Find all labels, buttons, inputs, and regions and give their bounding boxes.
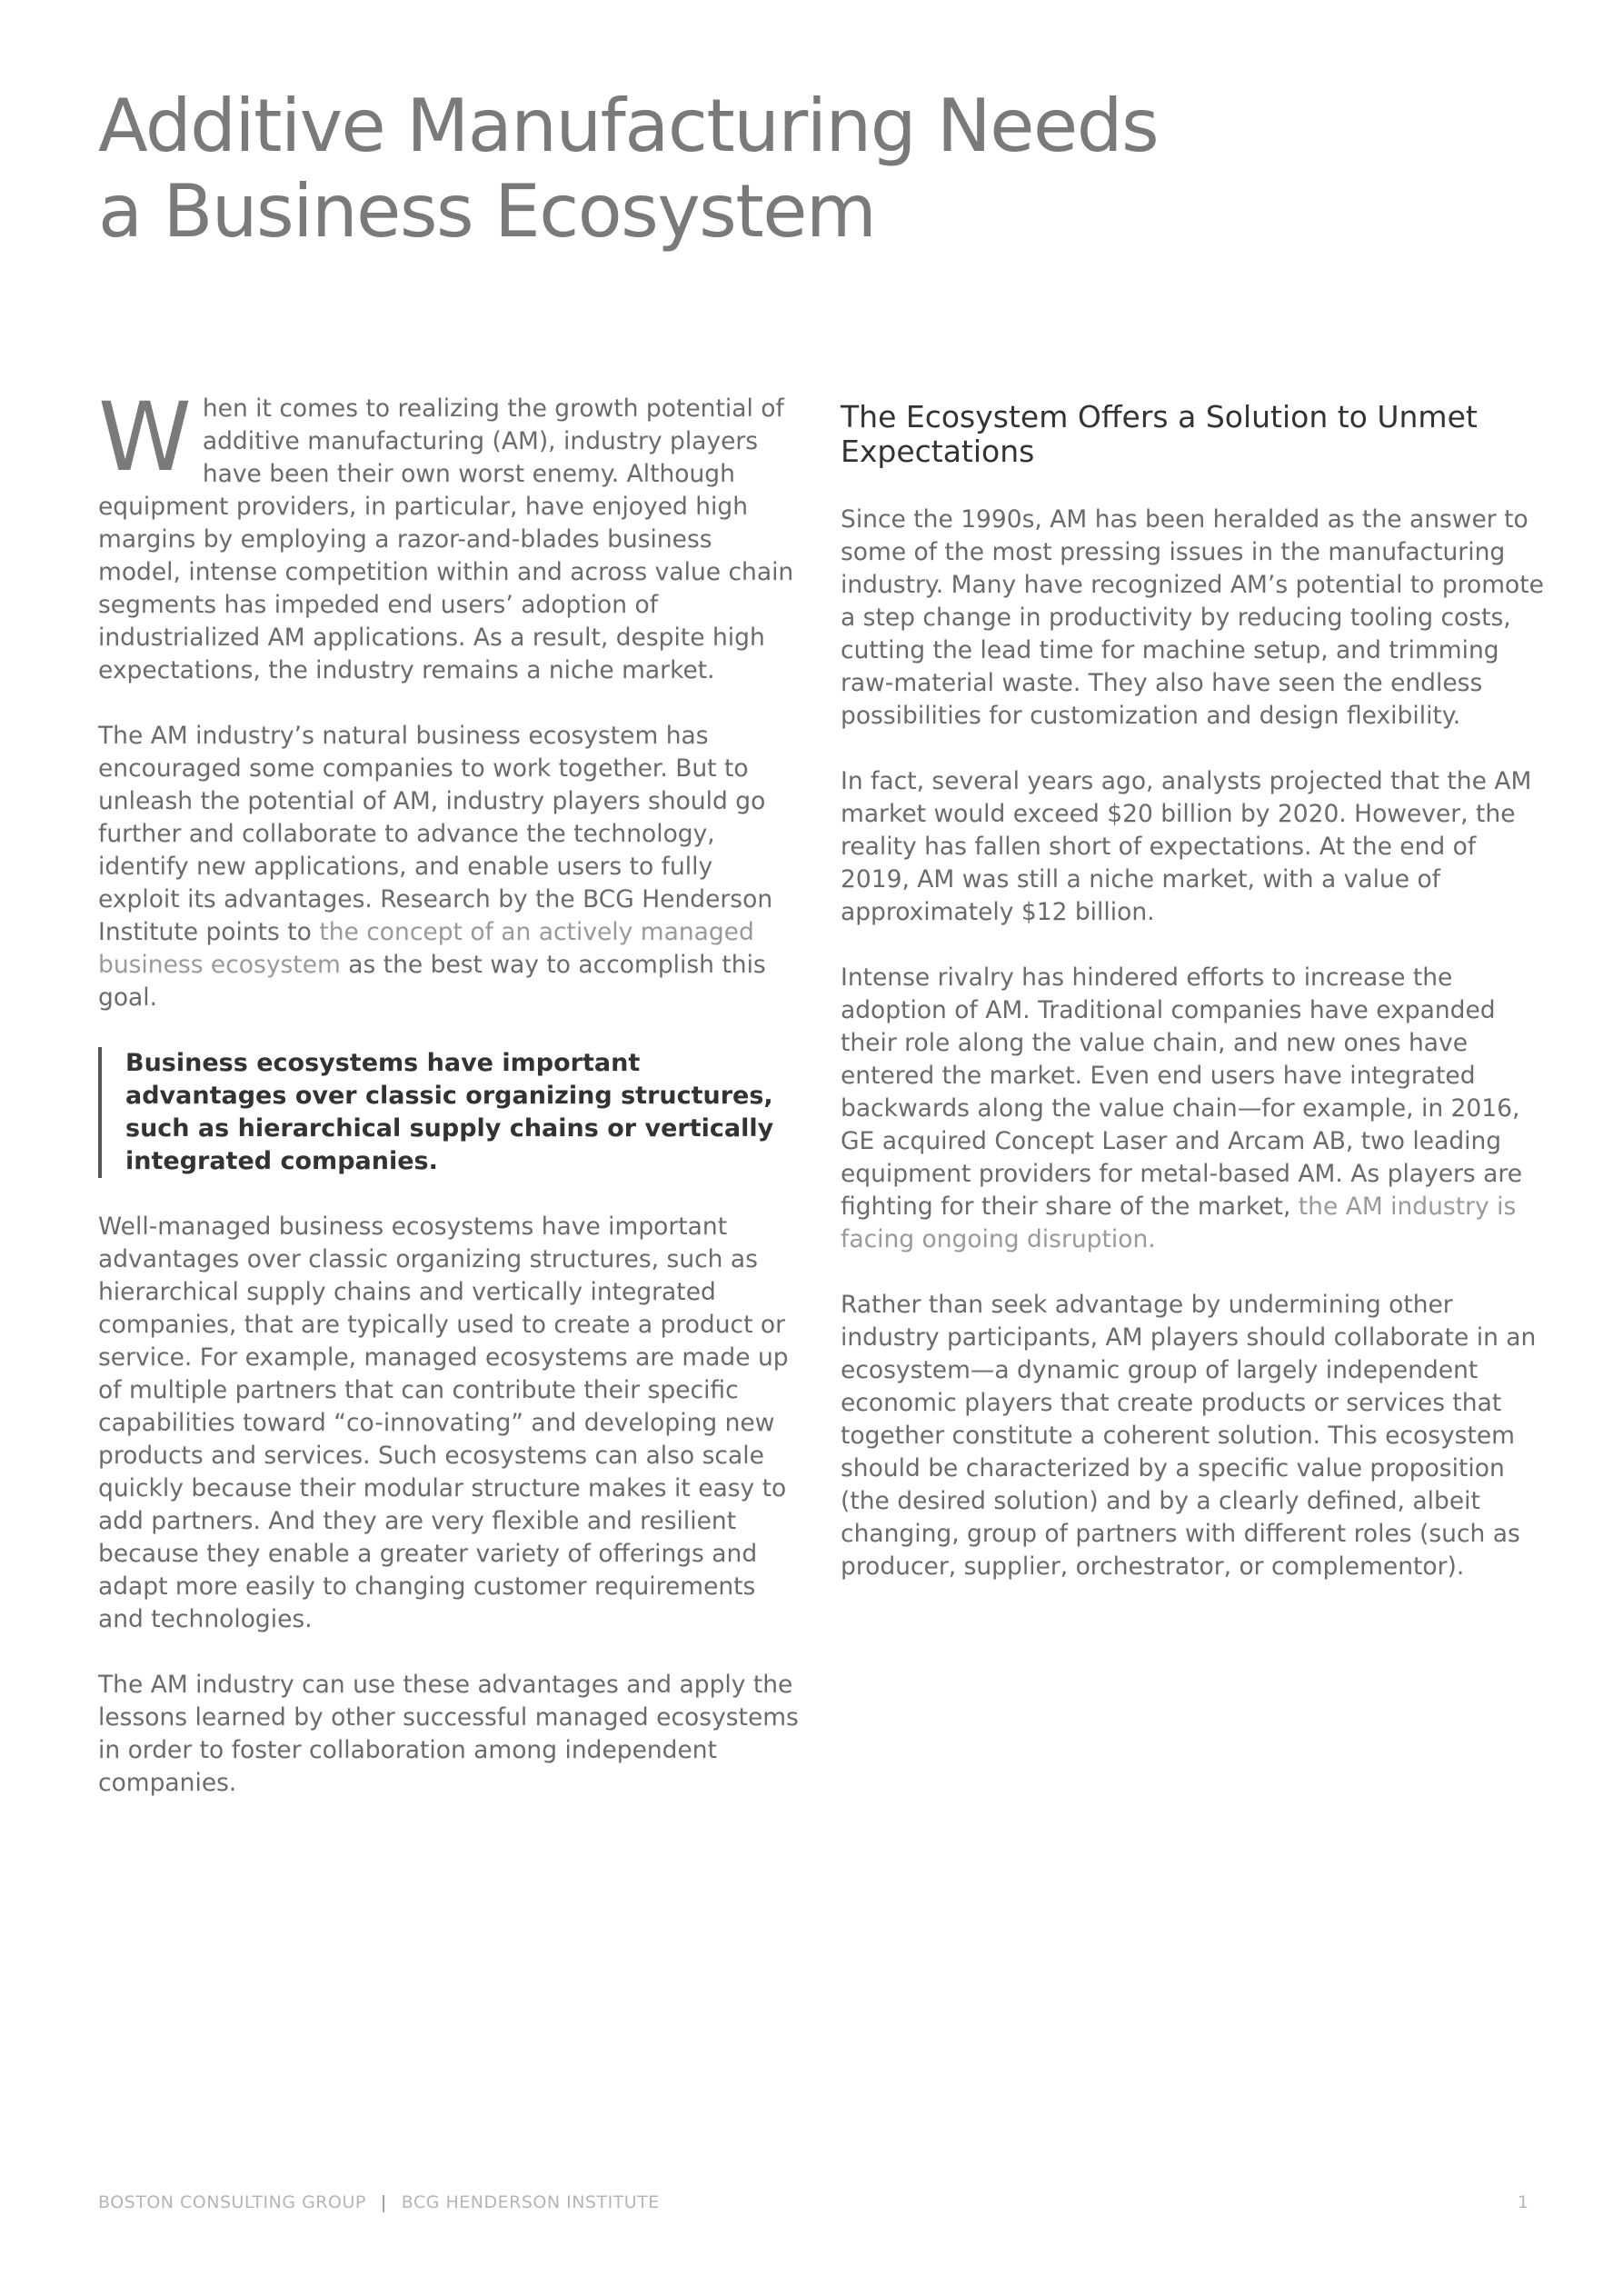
market-paragraph: In fact, several years ago, analysts projected that the AM market would exceed $20 billion by 2020. However, the reality has fallen short of expectations. At the end of 2019, AM was still a niche market, with a value of approximately $12 billion.	[841, 767, 1532, 926]
footer-separator: |	[380, 2192, 387, 2212]
title-line-1: Additive Manufacturing Needs	[98, 84, 1159, 168]
left-column	[98, 382, 800, 1832]
right-column	[841, 393, 1545, 1616]
ecosystem-paragraph	[98, 720, 800, 1014]
footer	[98, 2192, 660, 2212]
advantages-paragraph: Well-managed business ecosystems have important advantages over classic organizing structures, such as hierarchical supply chains and vertically integrated companies, that are typically used to create a product or service. For example, managed ecosystems are made up of multiple partners that can contribute their specific capabilities toward “co-innovating” and developing new products and services. Such ecosystems can also scale quickly because their modular structure makes it easy to add partners. And they are very flexible and resilient because they enable a greater variety of offerings and adapt more easily to changing customer requirements and technologies.	[98, 1213, 789, 1633]
ecosystem-text-a: The AM industry’s natural business ecosystem has encouraged some companies to work together. But to unleash the potential of AM, industry players should go further and collaborate to advance the technology, identify new applications, and enable users to fully exploit its advantages. Research by the BCG Henderson Institute points to	[98, 722, 773, 946]
history-paragraph: Since the 1990s, AM has been heralded as the answer to some of the most pressing issues in the manufacturing industry. Many have recognized AM’s potential to promote a step change in productivity by reducing tooling costs, cutting the lead time for machine setup, and trimming raw-material waste. They also have seen the endless possibilities for customization and design flexibility.	[841, 505, 1544, 730]
intro-paragraph	[98, 382, 800, 687]
footer-institute: BCG HENDERSON INSTITUTE	[401, 2192, 660, 2212]
ecosystem-text-b: as the best way to accomplish this goal.	[98, 951, 766, 1012]
footer-publisher: BOSTON CONSULTING GROUP	[98, 2192, 366, 2212]
lessons-paragraph: The AM industry can use these advantages and apply the lessons learned by other successful managed ecosystems in order to foster collaboration among independent companies.	[98, 1671, 799, 1797]
rivalry-paragraph	[841, 962, 1545, 1256]
page-title	[98, 84, 1461, 255]
disruption-link[interactable]: the AM industry is facing ongoing disruption.	[841, 1193, 1517, 1253]
title-line-2: a Business Ecosystem	[98, 169, 876, 254]
pull-quote: Business ecosystems have important advantages over classic organizing structures, such as hierarchical supply chains or vertically integrated companies.	[98, 1047, 800, 1178]
drop-cap: W	[98, 382, 192, 493]
collaborate-paragraph: Rather than seek advantage by undermining other industry participants, AM players should collaborate in an ecosystem—a dynamic group of largely independent economic players that create products or services that together constitute a coherent solution. This ecosystem should be characterized by a specific value proposition (the desired solution) and by a clearly defined, albeit changing, group of partners with different roles (such as producer, supplier, orchestrator, or complementor).	[841, 1291, 1537, 1581]
intro-text: hen it comes to realizing the growth potential of additive manufacturing (AM), industry players have been their own worst enemy. Although equipment providers, in particular, have enjoyed high margins by employing a razor-and-blades business model, intense competition within and across value chain segments has impeded end users’ adoption of industrialized AM applications. As a result, despite high expectations, the industry remains a niche market.	[98, 394, 794, 684]
page-number: 1	[1517, 2192, 1528, 2212]
ecosystem-concept-link[interactable]: the concept of an actively managed business ecosystem	[98, 918, 754, 979]
rivalry-text: Intense rivalry has hindered efforts to increase the adoption of AM. Traditional companies have expanded their role along the value chain, and new ones have entered the market. Even end users have integrated backwards along the value chain—for example, in 2016, GE acquired Concept Laser and Arcam AB, two leading equipment providers for metal-based AM. As players are fighting for their share of the market,	[841, 963, 1523, 1221]
section-heading: The Ecosystem Offers a Solution to Unmet Expectations	[841, 399, 1478, 469]
